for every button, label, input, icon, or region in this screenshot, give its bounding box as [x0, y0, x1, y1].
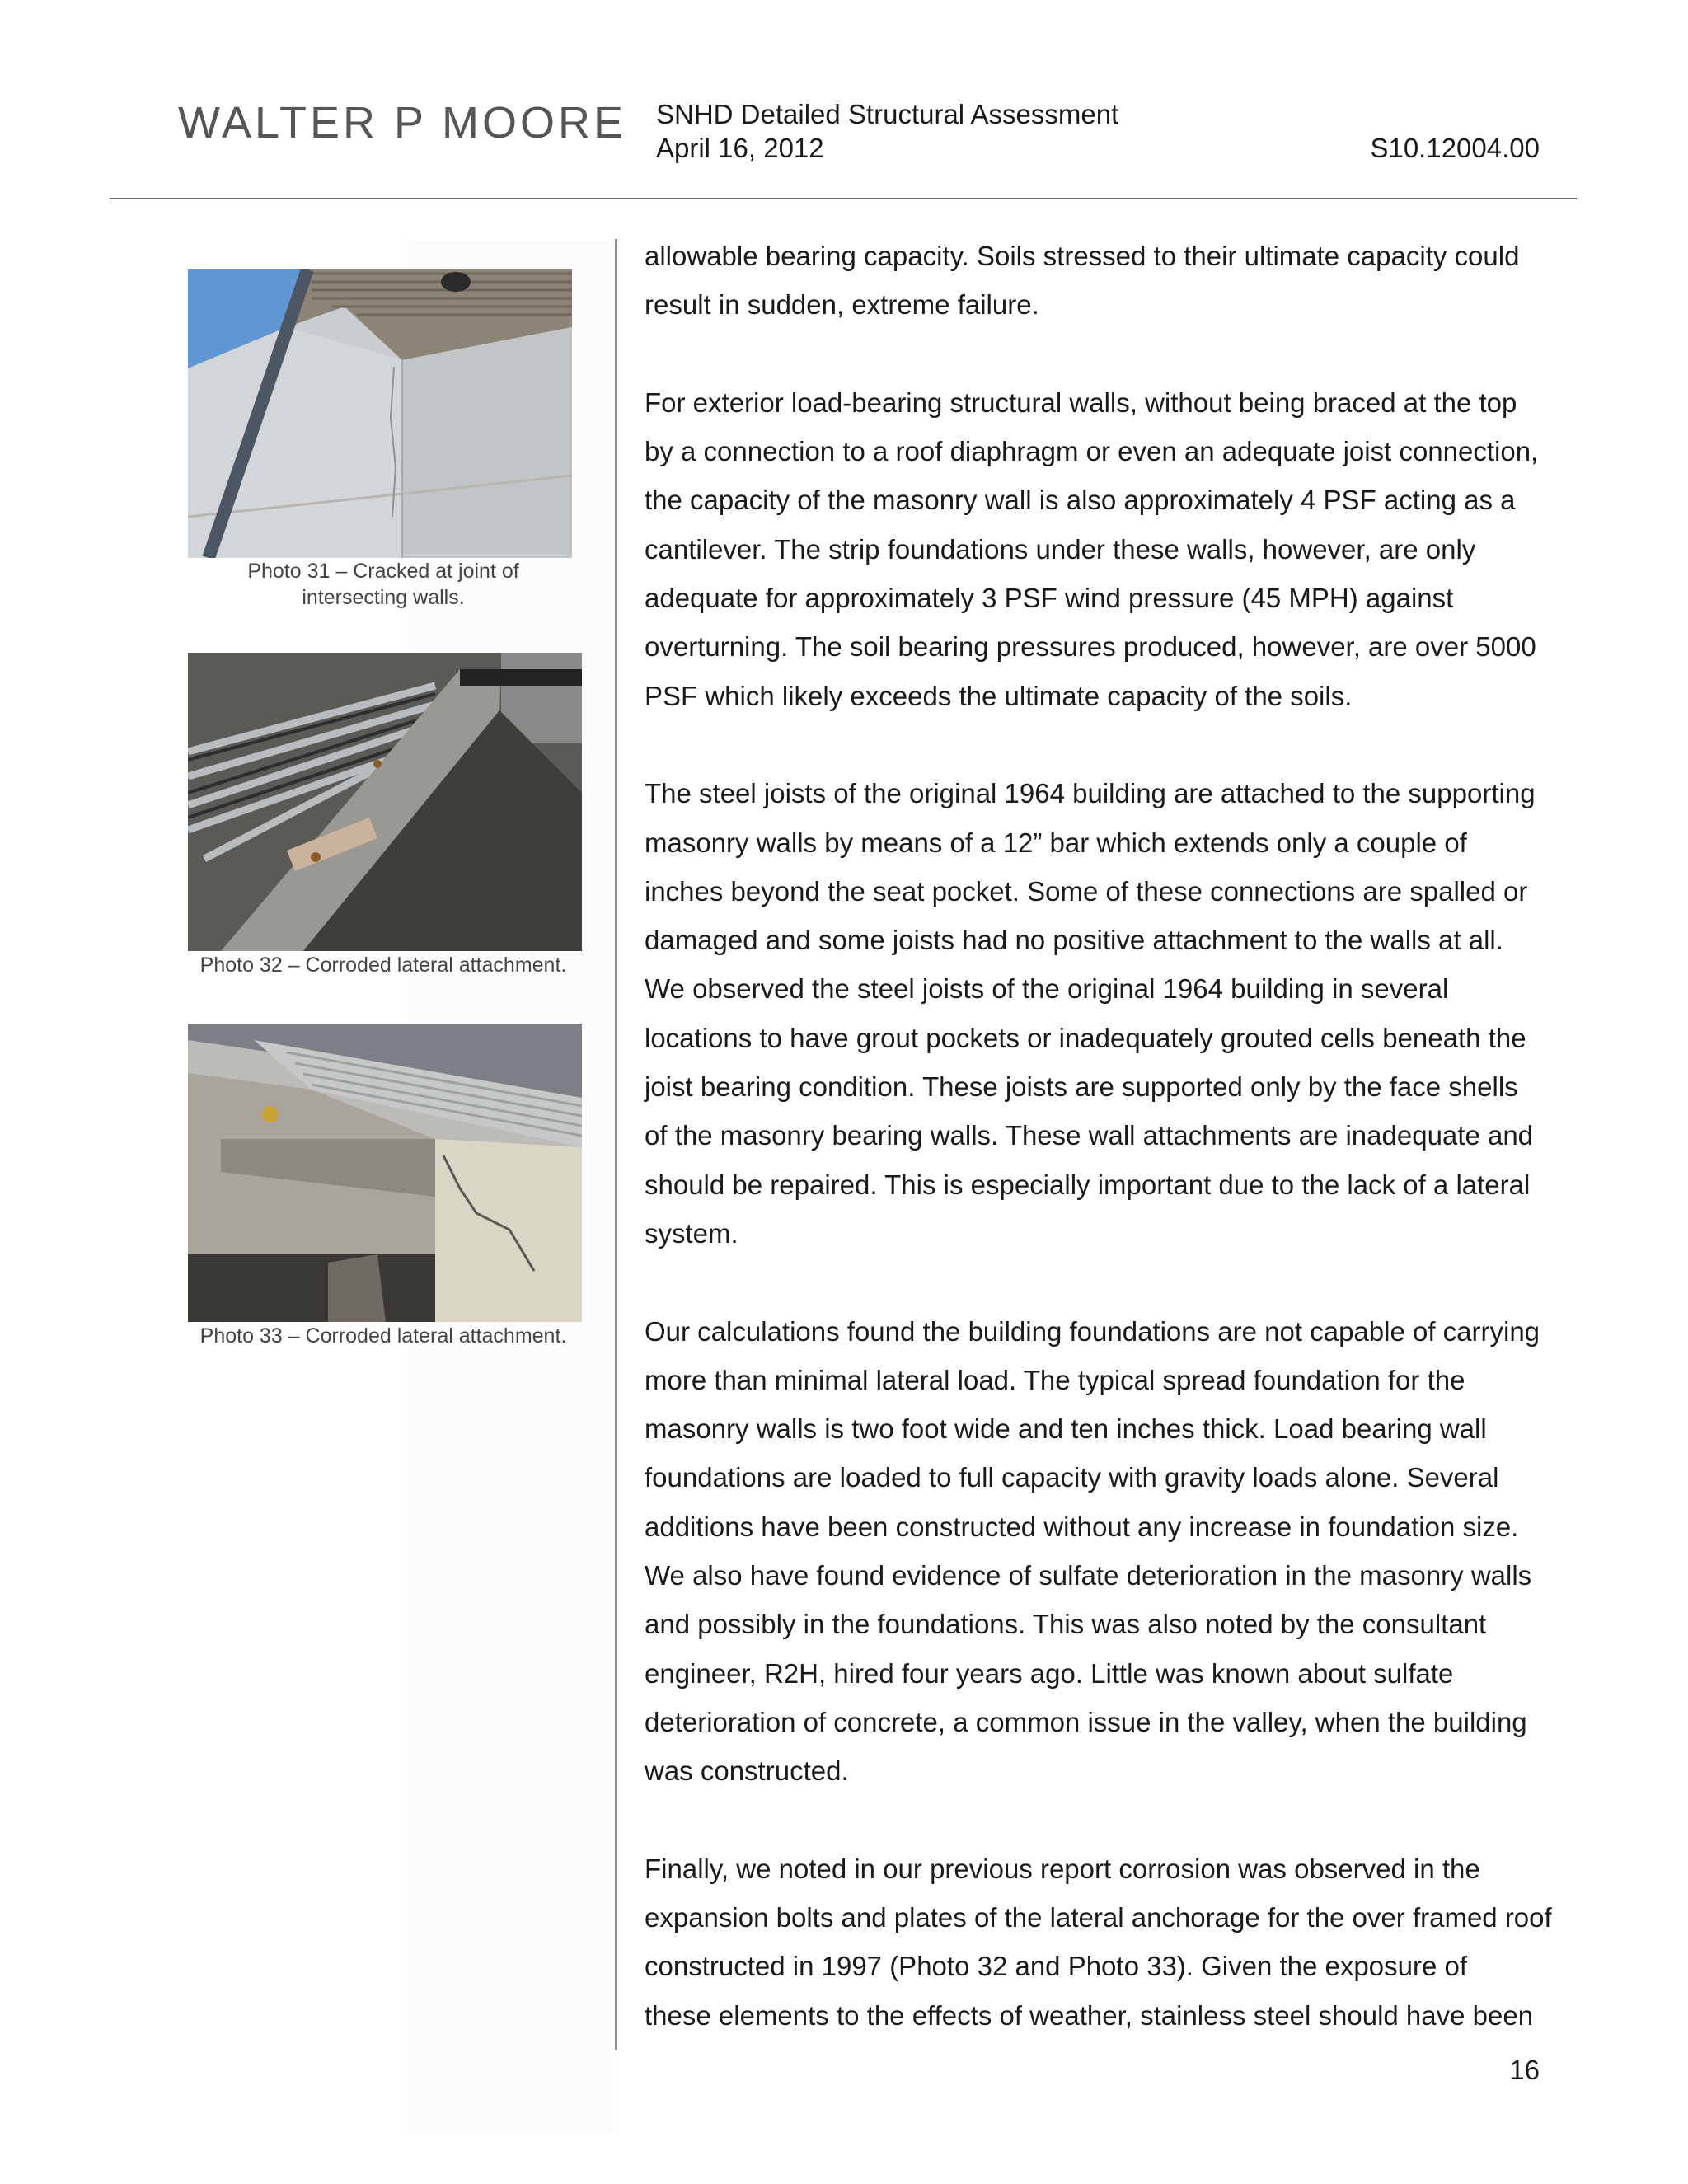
text-line: We also have found evidence of sulfate deterioration in the masonry walls — [645, 1560, 1532, 1591]
text-line: Finally, we noted in our previous report corrosion was observed in the — [645, 1853, 1480, 1884]
text-line: additions have been constructed without any increase in foundation size. — [645, 1511, 1519, 1542]
paragraph — [645, 378, 1551, 720]
text-line: engineer, R2H, hired four years ago. Little was known about sulfate — [645, 1657, 1454, 1689]
text-line: result in sudden, extreme failure. — [645, 289, 1039, 321]
text-line: adequate for approximately 3 PSF wind pressure (45 MPH) against — [645, 583, 1454, 614]
text-line: and possibly in the foundations. This was also noted by the consultant — [645, 1609, 1487, 1640]
caption-line: Photo 33 – Corroded lateral attachment. — [199, 1324, 567, 1347]
text-line: PSF which likely exceeds the ultimate capacity of the soils. — [645, 680, 1353, 711]
text-line: deterioration of concrete, a common issue in the valley, when the building — [645, 1706, 1527, 1737]
header-divider — [110, 198, 1577, 199]
paragraph — [645, 1307, 1551, 1796]
text-line: damaged and some joists had no positive attachment to the walls at all. — [645, 925, 1503, 956]
text-line: Our calculations found the building foundations are not capable of carrying — [645, 1315, 1540, 1347]
text-line: locations to have grout pockets or inadequately grouted cells beneath the — [645, 1022, 1526, 1053]
text-line: of the masonry bearing walls. These wall attachments are inadequate and — [645, 1120, 1534, 1151]
text-line: masonry walls by means of a 12” bar which extends only a couple of — [645, 827, 1467, 858]
paragraph — [645, 769, 1551, 1258]
page-number: 16 — [1509, 2055, 1540, 2085]
text-line: was constructed. — [645, 1755, 849, 1787]
paragraph — [645, 1844, 1551, 2040]
text-line: foundations are loaded to full capacity with gravity loads alone. Several — [645, 1462, 1499, 1493]
photo-31 — [188, 269, 572, 558]
photo-32 — [188, 653, 582, 951]
document-title: SNHD Detailed Structural Assessment — [656, 99, 1119, 129]
body-text — [645, 232, 1551, 2088]
photo-32-caption — [181, 952, 585, 978]
text-line: the capacity of the masonry wall is also approximately 4 PSF acting as a — [645, 485, 1516, 516]
text-line: by a connection to a roof diaphragm or even an adequate joist connection, — [645, 436, 1539, 467]
text-line: joist bearing condition. These joists are supported only by the face shells — [645, 1071, 1518, 1103]
text-line: system. — [645, 1217, 738, 1249]
caption-line: intersecting walls. — [302, 586, 465, 609]
text-line: expansion bolts and plates of the lateral anchorage for the over framed roof — [645, 1902, 1552, 1933]
text-line: constructed in 1997 (Photo 32 and Photo 33). Given the exposure of — [645, 1951, 1467, 1982]
paragraph — [645, 232, 1551, 330]
text-line: The steel joists of the original 1964 building are attached to the supporting — [645, 778, 1536, 809]
text-line: allowable bearing capacity. Soils stressed to their ultimate capacity could — [645, 241, 1520, 271]
project-number: S10.12004.00 — [1370, 133, 1540, 163]
company-logo: WALTER P MOORE — [178, 98, 627, 148]
photo-33 — [188, 1024, 582, 1322]
text-line: these elements to the effects of weather, stainless steel should have been — [645, 1999, 1534, 2031]
document-date: April 16, 2012 — [656, 133, 824, 163]
photo-33-caption — [181, 1323, 585, 1349]
photo-31-caption — [198, 558, 569, 611]
text-line: inches beyond the seat pocket. Some of these connections are spalled or — [645, 875, 1528, 907]
text-line: For exterior load-bearing structural walls, without being braced at the top — [645, 387, 1517, 418]
column-divider — [615, 239, 617, 2050]
text-line: cantilever. The strip foundations under these walls, however, are only — [645, 533, 1476, 565]
caption-line: Photo 32 – Corroded lateral attachment. — [199, 954, 567, 977]
caption-line: Photo 31 – Cracked at joint of — [247, 560, 519, 583]
text-line: more than minimal lateral load. The typical spread foundation for the — [645, 1364, 1465, 1395]
text-line: We observed the steel joists of the original 1964 building in several — [645, 973, 1449, 1005]
text-line: masonry walls is two foot wide and ten inches thick. Load bearing wall — [645, 1413, 1487, 1445]
text-line: overturning. The soil bearing pressures produced, however, are over 5000 — [645, 631, 1536, 663]
text-line: should be repaired. This is especially important due to the lack of a lateral — [645, 1169, 1531, 1200]
